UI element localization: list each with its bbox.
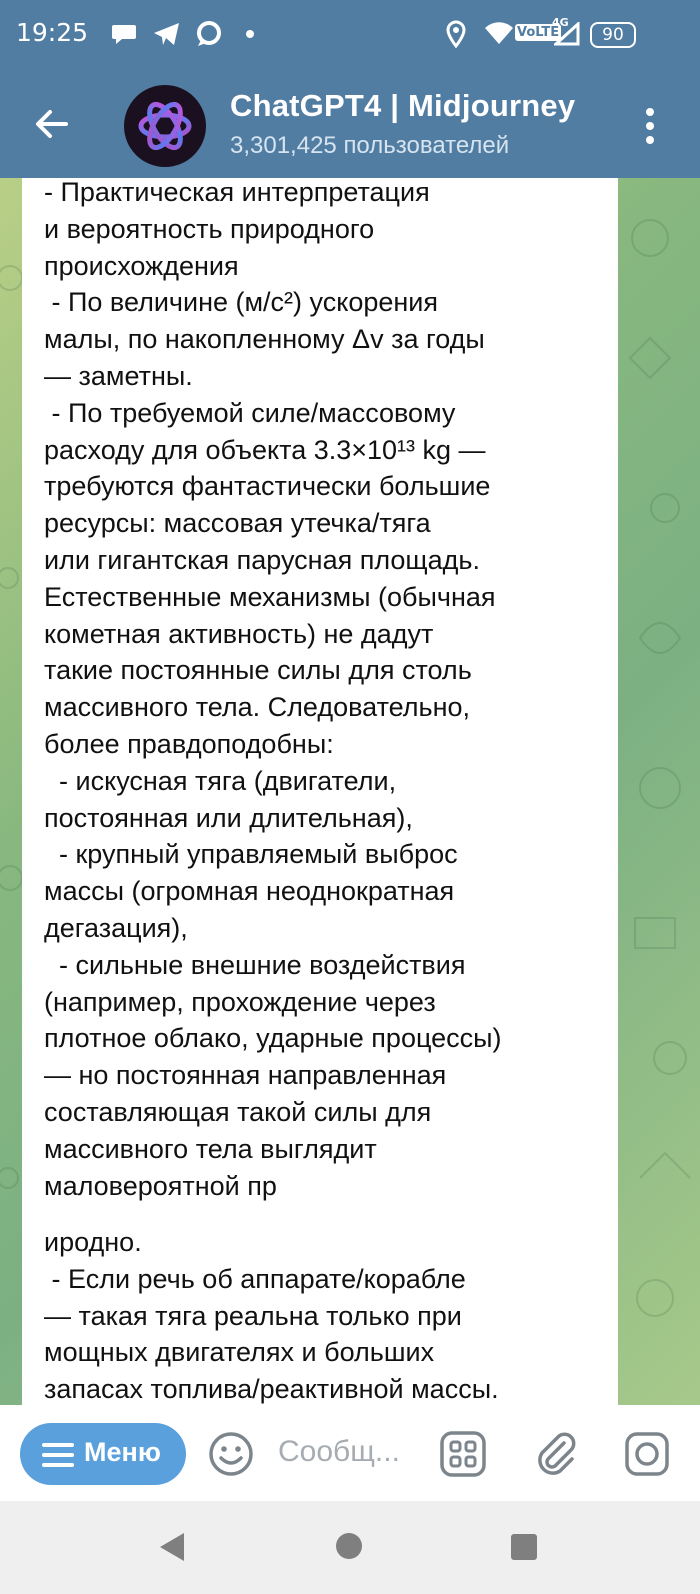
message-line: такие постоянные силы для столь bbox=[44, 655, 472, 686]
attach-paperclip-icon[interactable] bbox=[534, 1431, 580, 1477]
telegram-icon bbox=[152, 20, 182, 48]
nav-back-icon[interactable] bbox=[158, 1531, 186, 1563]
menu-button-label: Меню bbox=[84, 1437, 161, 1467]
bot-commands-icon[interactable] bbox=[440, 1431, 486, 1477]
message-line: Естественные механизмы (обычная bbox=[44, 581, 496, 612]
message-line: малы, по накопленному Δv за годы bbox=[44, 324, 485, 355]
member-count: 3,301,425 пользователей bbox=[230, 132, 510, 159]
system-nav-bar bbox=[0, 1501, 700, 1594]
volte-badge: VoLTE bbox=[517, 25, 560, 40]
back-arrow-icon[interactable] bbox=[32, 104, 72, 144]
message-line: — такая тяга реальна только при bbox=[44, 1300, 462, 1331]
message-input[interactable]: Сообщ... bbox=[278, 1435, 400, 1468]
message-line: - По величине (м/с²) ускорения bbox=[44, 287, 439, 318]
message-line: массы (огромная неоднократная bbox=[44, 876, 455, 907]
wifi-icon bbox=[484, 20, 514, 46]
message-bubble[interactable] bbox=[22, 1210, 618, 1405]
message-line: или гигантская парусная площадь. bbox=[44, 544, 480, 575]
network-type: 4G bbox=[552, 16, 569, 29]
message-line: и вероятность природного bbox=[44, 213, 375, 244]
message-text bbox=[44, 178, 596, 1204]
camera-icon[interactable] bbox=[624, 1431, 670, 1477]
message-line: - искусная тяга (двигатели, bbox=[44, 765, 397, 796]
message-line: постоянная или длительная), bbox=[44, 802, 413, 833]
channel-avatar[interactable] bbox=[124, 85, 206, 167]
message-text bbox=[44, 1224, 596, 1405]
more-options-icon[interactable] bbox=[640, 104, 660, 148]
signal-icon bbox=[554, 22, 580, 46]
dot-icon bbox=[244, 28, 256, 40]
message-line: мощных двигателях и больших bbox=[44, 1337, 435, 1368]
message-input-bar bbox=[0, 1405, 700, 1501]
message-line: происхождения bbox=[44, 250, 239, 281]
message-line: составляющая такой силы для bbox=[44, 1096, 432, 1127]
nav-home-icon[interactable] bbox=[334, 1531, 364, 1561]
message-line: (например, прохождение через bbox=[44, 986, 436, 1017]
message-line: кометная активность) не дадут bbox=[44, 618, 434, 649]
channel-title[interactable]: ChatGPT4 | Midjourney bbox=[230, 88, 576, 123]
message-line: дегазация), bbox=[44, 912, 188, 943]
message-line: - По требуемой силе/массовому bbox=[44, 397, 456, 428]
message-line: - крупный управляемый выброс bbox=[44, 839, 458, 870]
message-line: маловероятной пр bbox=[44, 1170, 277, 1201]
message-line: иродно. bbox=[44, 1227, 142, 1257]
status-bar bbox=[0, 0, 700, 72]
emoji-icon[interactable] bbox=[208, 1431, 254, 1477]
message-line: более правдоподобны: bbox=[44, 728, 334, 759]
hamburger-icon bbox=[42, 1442, 74, 1468]
message-line: требуются фантастически большие bbox=[44, 471, 491, 502]
message-line: ресурсы: массовая утечка/тяга bbox=[44, 508, 431, 539]
battery-level: 90 bbox=[602, 25, 624, 45]
openai-logo-icon bbox=[124, 85, 206, 167]
chat-area[interactable] bbox=[0, 178, 700, 1405]
message-line: — заметны. bbox=[44, 360, 193, 391]
message-line: — но постоянная направленная bbox=[44, 1060, 447, 1091]
message-bubble[interactable] bbox=[22, 178, 618, 1382]
battery-icon bbox=[590, 22, 636, 48]
message-line: - сильные внешние воздействия bbox=[44, 949, 466, 980]
status-time: 19:25 bbox=[16, 18, 89, 47]
message-line: запасах топлива/реактивной массы. bbox=[44, 1374, 499, 1405]
message-line: - Практическая интерпретация bbox=[44, 178, 430, 207]
chat-header bbox=[0, 72, 700, 178]
chat-bubble-icon bbox=[110, 20, 138, 48]
message-line: плотное облако, ударные процессы) bbox=[44, 1023, 502, 1054]
nav-recents-icon[interactable] bbox=[510, 1533, 538, 1561]
location-icon bbox=[445, 20, 467, 48]
message-line: массивного тела. Следовательно, bbox=[44, 692, 471, 723]
message-line: массивного тела выглядит bbox=[44, 1133, 377, 1164]
message-circle-icon bbox=[195, 20, 223, 48]
message-line: - Если речь об аппарате/корабле bbox=[44, 1263, 466, 1294]
menu-button[interactable] bbox=[20, 1423, 186, 1485]
message-line: расходу для объекта 3.3×10¹³ kg — bbox=[44, 434, 486, 465]
